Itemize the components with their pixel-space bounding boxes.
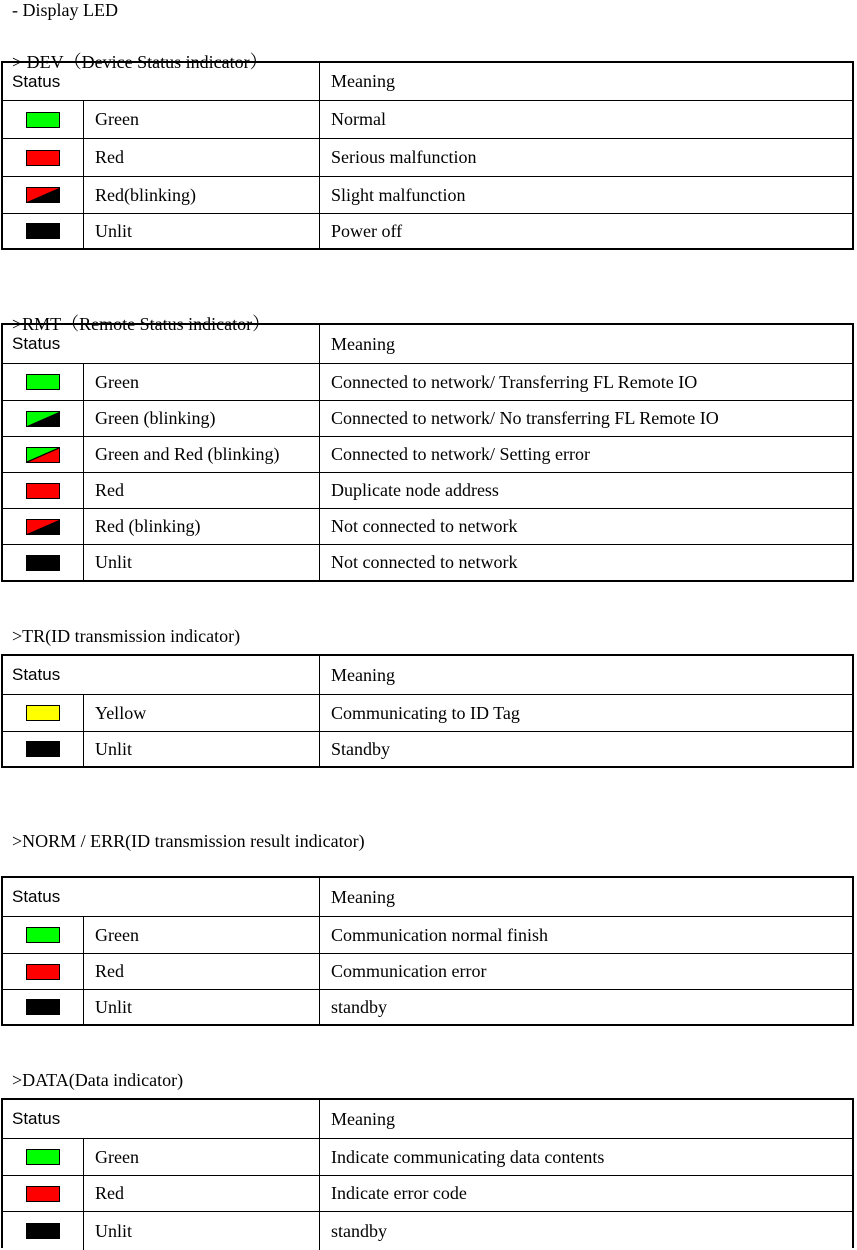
led-red-icon <box>26 964 60 980</box>
section-heading-norm-err: >NORM / ERR(ID transmission result indicator) <box>12 831 365 851</box>
led-meaning-text: Power off <box>319 214 852 248</box>
status-column-header: Status <box>12 71 61 91</box>
led-color-label: Unlit <box>95 996 133 1017</box>
led-color-label: Green <box>95 1146 139 1167</box>
table-row <box>3 989 852 1024</box>
table-row <box>3 472 852 508</box>
led-red-icon <box>26 1186 60 1202</box>
led-color-label: Unlit <box>95 1220 133 1241</box>
led-color-label: Red <box>95 961 124 981</box>
led-meaning-text: Not connected to network <box>319 509 852 544</box>
led-unlit-icon <box>26 223 60 239</box>
led-unlit-icon <box>26 999 60 1015</box>
led-green-icon <box>26 112 60 128</box>
table-header-row <box>3 1100 852 1138</box>
led-meaning-text: Slight malfunction <box>319 177 852 213</box>
led-meaning-text: Standby <box>319 732 852 766</box>
table-row <box>3 363 852 400</box>
meaning-column-header: Meaning <box>319 325 852 363</box>
led-meaning-text: standby <box>319 990 852 1024</box>
led-meaning-text: Normal <box>319 101 852 138</box>
led-red-icon <box>26 150 60 166</box>
led-color-label: Red <box>95 480 124 500</box>
section-heading-tr: >TR(ID transmission indicator) <box>12 626 241 646</box>
led-green-icon <box>26 1149 60 1165</box>
led-meaning-text: standby <box>319 1212 852 1250</box>
meaning-column-header: Meaning <box>319 1100 852 1138</box>
led-meaning-text: Indicate communicating data contents <box>319 1139 852 1175</box>
table-row <box>3 176 852 213</box>
led-color-label: Green <box>95 924 139 945</box>
led-color-label: Red(blinking) <box>95 184 196 205</box>
rmt-status-table <box>1 323 854 582</box>
table-header-row <box>3 325 852 363</box>
led-meaning-text: Connected to network/ No transferring FL Remote IO <box>319 401 852 436</box>
led-green-blinking-icon <box>26 411 60 427</box>
led-color-label: Unlit <box>95 738 133 759</box>
led-unlit-icon <box>26 555 60 571</box>
dev-status-table <box>1 61 854 250</box>
led-yellow-icon <box>26 705 60 721</box>
led-unlit-icon <box>26 1223 60 1239</box>
led-meaning-text: Indicate error code <box>319 1176 852 1211</box>
table-row <box>3 508 852 544</box>
table-row <box>3 1175 852 1211</box>
status-column-header: Status <box>12 665 61 684</box>
table-row <box>3 1138 852 1175</box>
table-row <box>3 953 852 989</box>
status-column-header: Status <box>12 1109 61 1128</box>
led-meaning-text: Not connected to network <box>319 545 852 580</box>
tr-status-table <box>1 654 854 768</box>
table-row <box>3 731 852 766</box>
led-color-label: Red <box>95 1183 124 1203</box>
table-row <box>3 1211 852 1250</box>
led-color-label: Red (blinking) <box>95 516 201 536</box>
page-title: - Display LED <box>12 0 118 20</box>
section-heading-data: >DATA(Data indicator) <box>12 1070 184 1090</box>
led-meaning-text: Communication normal finish <box>319 917 852 953</box>
led-meaning-text: Duplicate node address <box>319 473 852 508</box>
led-color-label: Green <box>95 371 139 392</box>
led-color-label: Green (blinking) <box>95 408 216 428</box>
table-header-row <box>3 63 852 100</box>
led-color-label: Unlit <box>95 220 133 241</box>
meaning-column-header: Meaning <box>319 656 852 694</box>
table-header-row <box>3 656 852 694</box>
led-red-icon <box>26 483 60 499</box>
table-row <box>3 100 852 138</box>
led-meaning-text: Communication error <box>319 954 852 989</box>
led-red-blinking-icon <box>26 519 60 535</box>
led-color-label: Green <box>95 109 139 129</box>
led-unlit-icon <box>26 741 60 757</box>
led-color-label: Green and Red (blinking) <box>95 444 280 464</box>
led-red-blinking-icon <box>26 187 60 203</box>
led-color-label: Unlit <box>95 552 133 572</box>
led-green-red-blinking-icon <box>26 447 60 463</box>
led-green-icon <box>26 374 60 390</box>
led-green-icon <box>26 927 60 943</box>
led-meaning-text: Connected to network/ Setting error <box>319 437 852 472</box>
table-row <box>3 544 852 580</box>
led-color-label: Red <box>95 147 124 167</box>
led-meaning-text: Serious malfunction <box>319 139 852 176</box>
led-meaning-text: Connected to network/ Transferring FL Remote IO <box>319 364 852 400</box>
table-header-row <box>3 878 852 916</box>
meaning-column-header: Meaning <box>319 878 852 916</box>
data-status-table <box>1 1098 854 1248</box>
table-row <box>3 694 852 731</box>
table-row <box>3 436 852 472</box>
norm-err-status-table <box>1 876 854 1026</box>
status-column-header: Status <box>12 334 61 353</box>
led-meaning-text: Communicating to ID Tag <box>319 695 852 731</box>
status-column-header: Status <box>12 887 61 906</box>
table-row <box>3 138 852 176</box>
table-row <box>3 213 852 248</box>
section-heading-dev: > DEV（Device Status indicator） <box>12 52 268 72</box>
table-row <box>3 400 852 436</box>
table-row <box>3 916 852 953</box>
led-color-label: Yellow <box>95 702 147 723</box>
section-heading-rmt: >RMT（Remote Status indicator） <box>12 314 271 334</box>
meaning-column-header: Meaning <box>319 63 852 100</box>
